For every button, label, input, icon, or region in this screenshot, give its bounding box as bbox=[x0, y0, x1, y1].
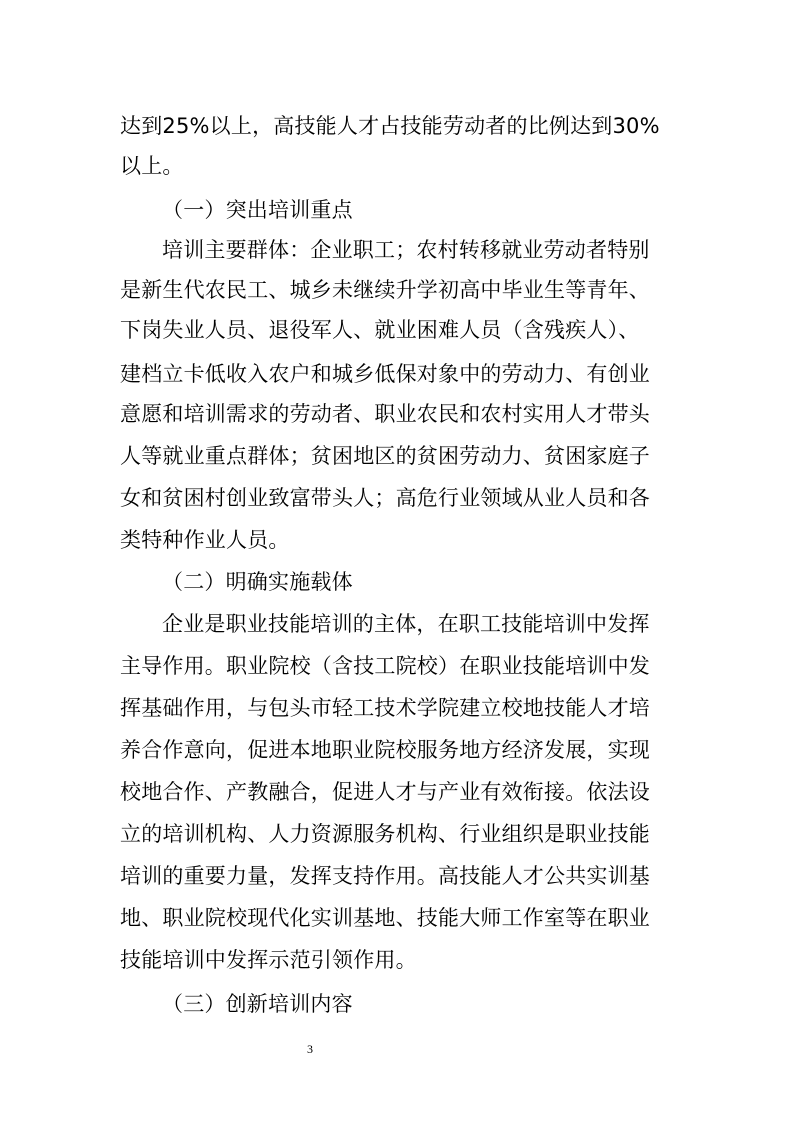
body-line: 建档立卡低收入农户和城乡低保对象中的劳动力、有创业 bbox=[120, 362, 650, 386]
body-line: 类特种作业人员。 bbox=[120, 528, 290, 552]
body-line: 是新生代农民工、城乡未继续升学初高中毕业生等青年、 bbox=[120, 278, 650, 302]
section-heading-3: （三）创新培训内容 bbox=[162, 992, 353, 1016]
page-number: 3 bbox=[307, 1042, 313, 1056]
body-line: 企业是职业技能培训的主体，在职工技能培训中发挥 bbox=[162, 612, 650, 636]
body-line: 意愿和培训需求的劳动者、职业农民和农村实用人才带头 bbox=[120, 402, 650, 426]
body-line: 技能培训中发挥示范引领作用。 bbox=[120, 948, 417, 972]
body-line: 以上。 bbox=[120, 154, 184, 178]
body-line: 下岗失业人员、退役军人、就业困难人员（含残疾人）、 bbox=[120, 318, 640, 342]
body-line: 达到25%以上，高技能人才占技能劳动者的比例达到30% bbox=[120, 114, 660, 138]
body-line: 养合作意向，促进本地职业院校服务地方经济发展，实现 bbox=[120, 738, 650, 762]
body-line: 地、职业院校现代化实训基地、技能大师工作室等在职业 bbox=[120, 906, 650, 930]
body-line: 挥基础作用，与包头市轻工技术学院建立校地技能人才培 bbox=[120, 696, 650, 720]
body-line: 培训主要群体：企业职工；农村转移就业劳动者特别 bbox=[162, 238, 650, 262]
body-line: 人等就业重点群体；贫困地区的贫困劳动力、贫困家庭子 bbox=[120, 444, 650, 468]
body-line: 立的培训机构、人力资源服务机构、行业组织是职业技能 bbox=[120, 822, 650, 846]
body-line: 培训的重要力量，发挥支持作用。高技能人才公共实训基 bbox=[120, 864, 650, 888]
body-line: 女和贫困村创业致富带头人；高危行业领域从业人员和各 bbox=[120, 486, 650, 510]
body-line: 主导作用。职业院校（含技工院校）在职业技能培训中发 bbox=[120, 654, 650, 678]
section-heading-2: （二）明确实施载体 bbox=[162, 570, 353, 594]
body-line: 校地合作、产教融合，促进人才与产业有效衔接。依法设 bbox=[120, 780, 650, 804]
section-heading-1: （一）突出培训重点 bbox=[162, 198, 353, 222]
